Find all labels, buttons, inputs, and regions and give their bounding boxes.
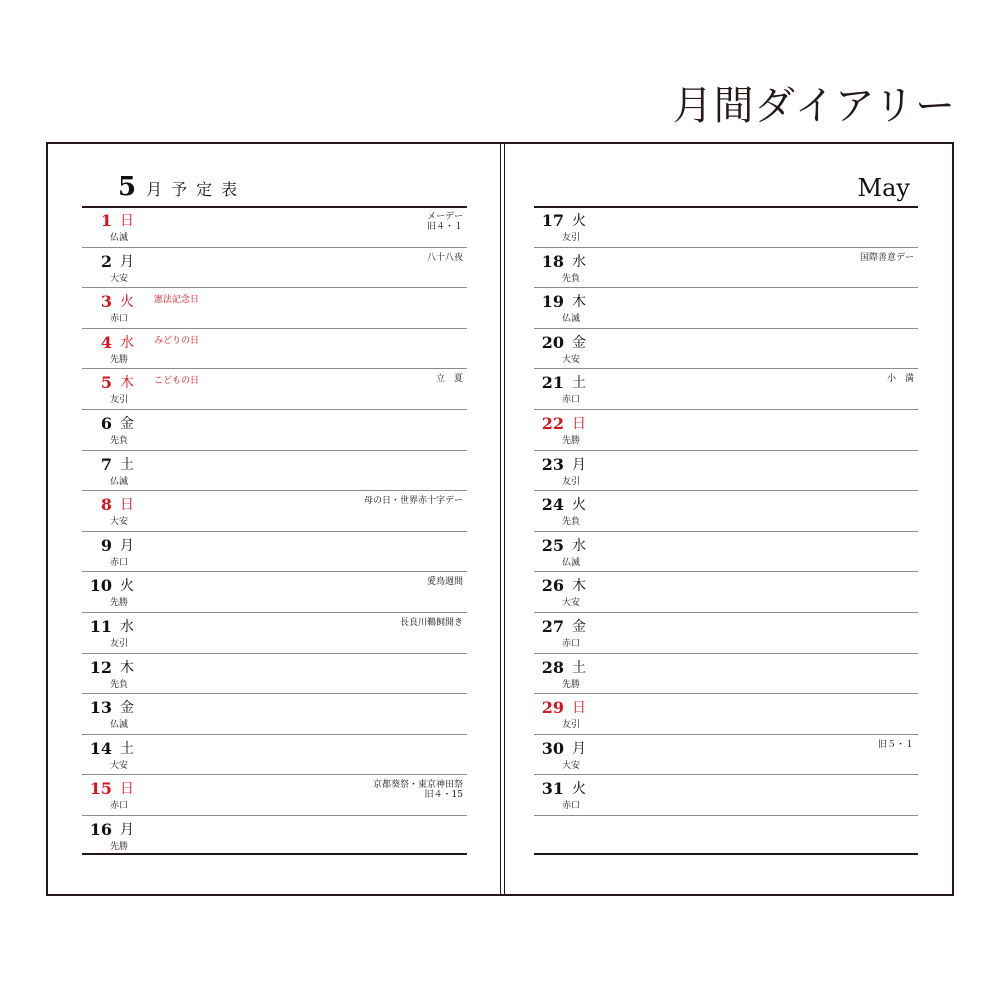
weekday: 金: [572, 334, 586, 351]
weekday: 金: [120, 415, 134, 432]
weekday: 水: [120, 618, 134, 635]
rokuyo: 大安: [562, 760, 581, 771]
day-number: 15: [89, 779, 112, 799]
day-number: 3: [100, 292, 112, 312]
month-name-english: May: [857, 174, 910, 202]
left-page: [82, 144, 467, 894]
weekday: 水: [572, 253, 586, 270]
day-number: 24: [541, 495, 564, 515]
day-number: 6: [100, 413, 112, 433]
weekday: 木: [572, 294, 586, 311]
day-number: 22: [541, 413, 564, 433]
bottom-rule: [82, 853, 467, 855]
rokuyo: 先勝: [110, 841, 129, 852]
day-number: 21: [541, 373, 564, 393]
rokuyo: 大安: [562, 598, 581, 609]
weekday: 火: [572, 213, 586, 229]
day-number: 30: [541, 738, 564, 758]
day-number: 29: [541, 698, 564, 718]
day-row[interactable]: [534, 288, 918, 329]
weekday: 月: [120, 537, 134, 554]
weekday: 水: [120, 334, 134, 351]
rokuyo: 先負: [110, 435, 129, 446]
weekday: 木: [120, 375, 134, 392]
rokuyo: 友引: [562, 720, 581, 731]
rokuyo: 友引: [110, 395, 129, 406]
day-row[interactable]: [534, 451, 918, 492]
rokuyo: 赤口: [110, 801, 129, 812]
day-row[interactable]: [82, 369, 467, 410]
day-number: 8: [100, 495, 112, 515]
day-number: 16: [89, 819, 112, 839]
rokuyo: 仏滅: [110, 476, 129, 487]
day-row[interactable]: [82, 288, 467, 329]
day-row[interactable]: [82, 410, 467, 451]
holiday-name: 憲法記念日: [154, 295, 200, 306]
weekday: 金: [120, 700, 134, 717]
weekday: 日: [120, 497, 134, 514]
day-number: 17: [541, 211, 564, 230]
day-number: 19: [541, 292, 564, 312]
weekday: 月: [572, 740, 586, 757]
day-note: 長良川鵜飼開き: [399, 617, 463, 628]
day-row[interactable]: [82, 613, 467, 654]
day-number: 2: [100, 251, 112, 271]
day-row[interactable]: [82, 491, 467, 532]
book-spine: [500, 144, 501, 894]
day-row[interactable]: [534, 369, 918, 410]
rokuyo: 大安: [110, 273, 129, 284]
day-row[interactable]: [82, 735, 467, 776]
weekday: 日: [120, 781, 134, 798]
weekday: 日: [120, 213, 134, 229]
weekday: 木: [120, 659, 134, 676]
day-row[interactable]: [534, 329, 918, 370]
day-row[interactable]: [534, 248, 918, 289]
day-number: 27: [541, 616, 564, 636]
day-row[interactable]: [534, 654, 918, 695]
rokuyo: 友引: [562, 233, 581, 243]
day-number: 25: [541, 535, 564, 555]
day-row[interactable]: [534, 816, 918, 857]
day-row[interactable]: [82, 532, 467, 573]
weekday: 月: [572, 456, 586, 473]
day-note: 愛鳥週間: [426, 577, 463, 588]
day-row[interactable]: [534, 613, 918, 654]
day-note: 母の日・世界赤十字デー: [363, 496, 463, 507]
weekday: 金: [572, 618, 586, 635]
day-number: 14: [89, 738, 112, 758]
rokuyo: 赤口: [110, 557, 129, 568]
day-row[interactable]: [82, 775, 467, 816]
day-number: 18: [541, 251, 564, 271]
day-row[interactable]: [82, 451, 467, 492]
rokuyo: 先勝: [110, 354, 129, 365]
day-note: メーデー 旧４・１: [426, 212, 463, 232]
holiday-name: こどもの日: [154, 376, 200, 387]
day-note: 京都葵祭・東京神田祭 旧４・15: [372, 780, 463, 801]
rokuyo: 仏滅: [562, 557, 581, 568]
weekday: 火: [120, 294, 134, 311]
weekday: 土: [572, 375, 586, 392]
weekday: 火: [120, 578, 134, 595]
day-number: 10: [89, 576, 112, 596]
day-number: 4: [100, 332, 112, 352]
day-number: 11: [89, 616, 112, 636]
day-row[interactable]: [82, 654, 467, 695]
day-number: 9: [100, 535, 112, 555]
day-row[interactable]: [82, 248, 467, 289]
weekday: 土: [120, 456, 134, 473]
month-heading: [118, 172, 246, 206]
day-number: 26: [541, 576, 564, 596]
weekday: 水: [572, 537, 586, 554]
rokuyo: 仏滅: [110, 233, 129, 243]
rokuyo: 大安: [562, 354, 581, 365]
bottom-rule: [534, 853, 918, 855]
day-note: 小 満: [886, 374, 914, 385]
day-number: 5: [100, 373, 112, 393]
rokuyo: 先勝: [562, 679, 581, 690]
day-row[interactable]: [534, 572, 918, 613]
day-number: 12: [89, 657, 112, 677]
weekday: 火: [572, 781, 586, 798]
rokuyo: 赤口: [110, 314, 129, 325]
rokuyo: 先負: [562, 517, 581, 528]
rokuyo: 友引: [562, 476, 581, 487]
rokuyo: 先負: [110, 679, 129, 690]
day-number: 7: [100, 454, 112, 474]
day-row[interactable]: [82, 329, 467, 370]
day-row[interactable]: [534, 694, 918, 735]
rokuyo: 赤口: [562, 395, 581, 406]
day-list: [82, 207, 467, 857]
day-row[interactable]: [82, 694, 467, 735]
day-number: 1: [100, 211, 112, 230]
rokuyo: 友引: [110, 638, 129, 649]
day-row[interactable]: [82, 816, 467, 857]
day-row[interactable]: [534, 775, 918, 816]
rokuyo: 大安: [110, 760, 129, 771]
rokuyo: 仏滅: [110, 720, 129, 731]
rokuyo: 先勝: [110, 598, 129, 609]
day-row[interactable]: [534, 735, 918, 776]
day-row[interactable]: [534, 491, 918, 532]
day-note: 国際善意デー: [859, 252, 914, 263]
day-row[interactable]: [82, 207, 467, 248]
rokuyo: 先勝: [562, 435, 581, 446]
weekday: 月: [120, 821, 134, 838]
rokuyo: 大安: [110, 517, 129, 528]
day-number: 28: [541, 657, 564, 677]
day-note: 八十八夜: [426, 252, 463, 263]
day-row[interactable]: [534, 532, 918, 573]
day-note: 旧５・１: [877, 739, 914, 750]
page-title: 月間ダイアリー: [672, 83, 956, 129]
weekday: 土: [120, 740, 134, 757]
day-number: 23: [541, 454, 564, 474]
right-page: [534, 144, 918, 894]
day-row[interactable]: [534, 410, 918, 451]
day-row[interactable]: [534, 207, 918, 248]
day-number: 13: [89, 698, 112, 718]
rokuyo: 先負: [562, 273, 581, 284]
rokuyo: 赤口: [562, 638, 581, 649]
day-number: 20: [541, 332, 564, 352]
rokuyo: 赤口: [562, 801, 581, 812]
weekday: 日: [572, 700, 586, 717]
rokuyo: 仏滅: [562, 314, 581, 325]
month-number: 5: [118, 172, 137, 202]
day-number: 31: [541, 779, 564, 799]
weekday: 土: [572, 659, 586, 676]
holiday-name: みどりの日: [154, 335, 200, 346]
weekday: 日: [572, 415, 586, 432]
weekday: 月: [120, 253, 134, 270]
diary-spread: [46, 142, 954, 896]
month-heading-label: 月予定表: [146, 180, 247, 199]
day-list: [534, 207, 918, 857]
day-note: 立 夏: [435, 374, 463, 385]
weekday: 火: [572, 497, 586, 514]
weekday: 木: [572, 578, 586, 595]
day-row[interactable]: [82, 572, 467, 613]
